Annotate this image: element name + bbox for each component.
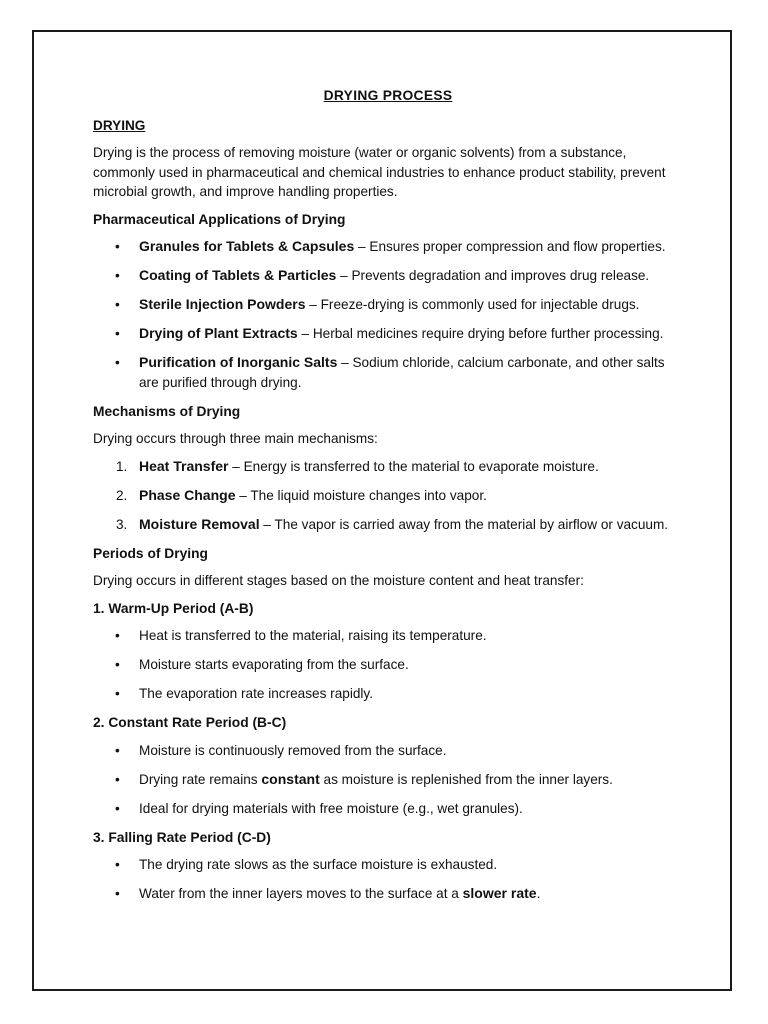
emphasis-text: constant [261, 770, 320, 787]
list-item [93, 741, 683, 761]
bullet-icon: • [115, 239, 120, 254]
item-desc: Herbal medicines require drying before further processing. [312, 326, 664, 341]
item-term: Moisture Removal [139, 515, 260, 532]
list-item [93, 684, 683, 704]
item-text: Moisture is continuously removed from the surface. [139, 742, 447, 758]
item-text: as moisture is replenished from the inner layers. [319, 771, 613, 787]
item-text: Ideal for drying materials with free moisture (e.g., wet granules). [139, 800, 523, 816]
item-text: Moisture starts evaporating from the surface. [139, 657, 409, 672]
item-desc: Sodium chloride, calcium carbonate, and other salts are purified through drying. [139, 355, 665, 390]
bullet-icon: • [115, 657, 120, 672]
item-number: 3. [116, 516, 128, 532]
item-desc: Prevents degradation and improves drug release. [351, 268, 650, 283]
applications-heading: Pharmaceutical Applications of Drying [93, 211, 346, 227]
mechanisms-intro: Drying occurs through three main mechanisms: [93, 431, 378, 446]
item-separator: – [305, 297, 321, 312]
document-body [93, 86, 683, 913]
item-number: 2. [116, 487, 128, 503]
periods-intro: Drying occurs in different stages based on the moisture content and heat transfer: [93, 573, 584, 588]
bullet-icon: • [115, 771, 120, 787]
item-desc: Ensures proper compression and flow properties. [369, 239, 666, 254]
mechanisms-heading: Mechanisms of Drying [93, 403, 241, 419]
item-number: 1. [116, 458, 128, 474]
item-text: The drying rate slows as the surface moisture is exhausted. [139, 857, 498, 872]
item-separator: – [228, 458, 244, 474]
list-item [93, 799, 683, 819]
list-item [93, 855, 683, 875]
falling-list [93, 855, 683, 904]
list-item [93, 884, 683, 904]
list-item [93, 237, 683, 257]
constant-list [93, 741, 683, 819]
emphasis-text: slower rate [462, 885, 537, 901]
list-item [93, 626, 683, 646]
item-text: Drying rate remains [139, 771, 262, 787]
item-desc: The vapor is carried away from the material by airflow or vacuum. [274, 516, 669, 532]
list-item [93, 324, 683, 344]
warmup-list [93, 626, 683, 704]
bullet-icon: • [115, 326, 120, 341]
list-item [93, 486, 683, 506]
list-item [93, 770, 683, 790]
item-desc: Freeze-drying is commonly used for injectable drugs. [320, 297, 640, 312]
item-separator: – [297, 326, 313, 341]
item-separator: – [354, 239, 370, 254]
bullet-icon: • [115, 800, 120, 816]
periods-heading: Periods of Drying [93, 545, 208, 561]
item-text: . [536, 886, 541, 901]
bullet-icon: • [115, 268, 120, 283]
item-term: Purification of Inorganic Salts [139, 354, 338, 370]
item-separator: – [235, 487, 251, 503]
list-item [93, 515, 683, 535]
list-item [93, 353, 683, 392]
list-item [93, 655, 683, 675]
bullet-icon: • [115, 742, 120, 758]
item-separator: – [336, 268, 352, 283]
item-separator: – [337, 355, 353, 370]
bullet-icon: • [115, 857, 120, 872]
item-term: Drying of Plant Extracts [139, 325, 298, 341]
item-desc: The liquid moisture changes into vapor. [250, 487, 487, 503]
list-item [93, 295, 683, 315]
item-term: Coating of Tablets & Particles [139, 267, 337, 283]
falling-heading: 3. Falling Rate Period (C-D) [93, 829, 271, 845]
document-title: DRYING PROCESS [323, 88, 453, 103]
item-term: Phase Change [139, 486, 236, 503]
mechanisms-list [93, 457, 683, 535]
constant-heading: 2. Constant Rate Period (B-C) [93, 715, 287, 730]
bullet-icon: • [115, 886, 120, 901]
item-text: Heat is transferred to the material, raising its temperature. [139, 628, 487, 643]
bullet-icon: • [115, 355, 120, 370]
bullet-icon: • [115, 628, 120, 643]
drying-heading: DRYING [93, 117, 146, 133]
list-item [93, 457, 683, 477]
item-separator: – [259, 516, 275, 532]
applications-list [93, 237, 683, 392]
warmup-heading: 1. Warm-Up Period (A-B) [93, 600, 254, 616]
item-desc: Energy is transferred to the material to evaporate moisture. [243, 458, 599, 474]
item-term: Sterile Injection Powders [139, 296, 306, 312]
item-text: Water from the inner layers moves to the surface at a [139, 886, 463, 901]
item-term: Heat Transfer [139, 457, 229, 474]
bullet-icon: • [115, 297, 120, 312]
list-item [93, 266, 683, 286]
bullet-icon: • [115, 686, 120, 701]
item-term: Granules for Tablets & Capsules [139, 238, 355, 254]
item-text: The evaporation rate increases rapidly. [139, 686, 373, 701]
drying-definition: Drying is the process of removing moisture (water or organic solvents) from a substance, commonly used in pharmaceutical and chemical industries to enhance product stability, prevent microbial growth, and improve handling properties. [93, 145, 666, 199]
